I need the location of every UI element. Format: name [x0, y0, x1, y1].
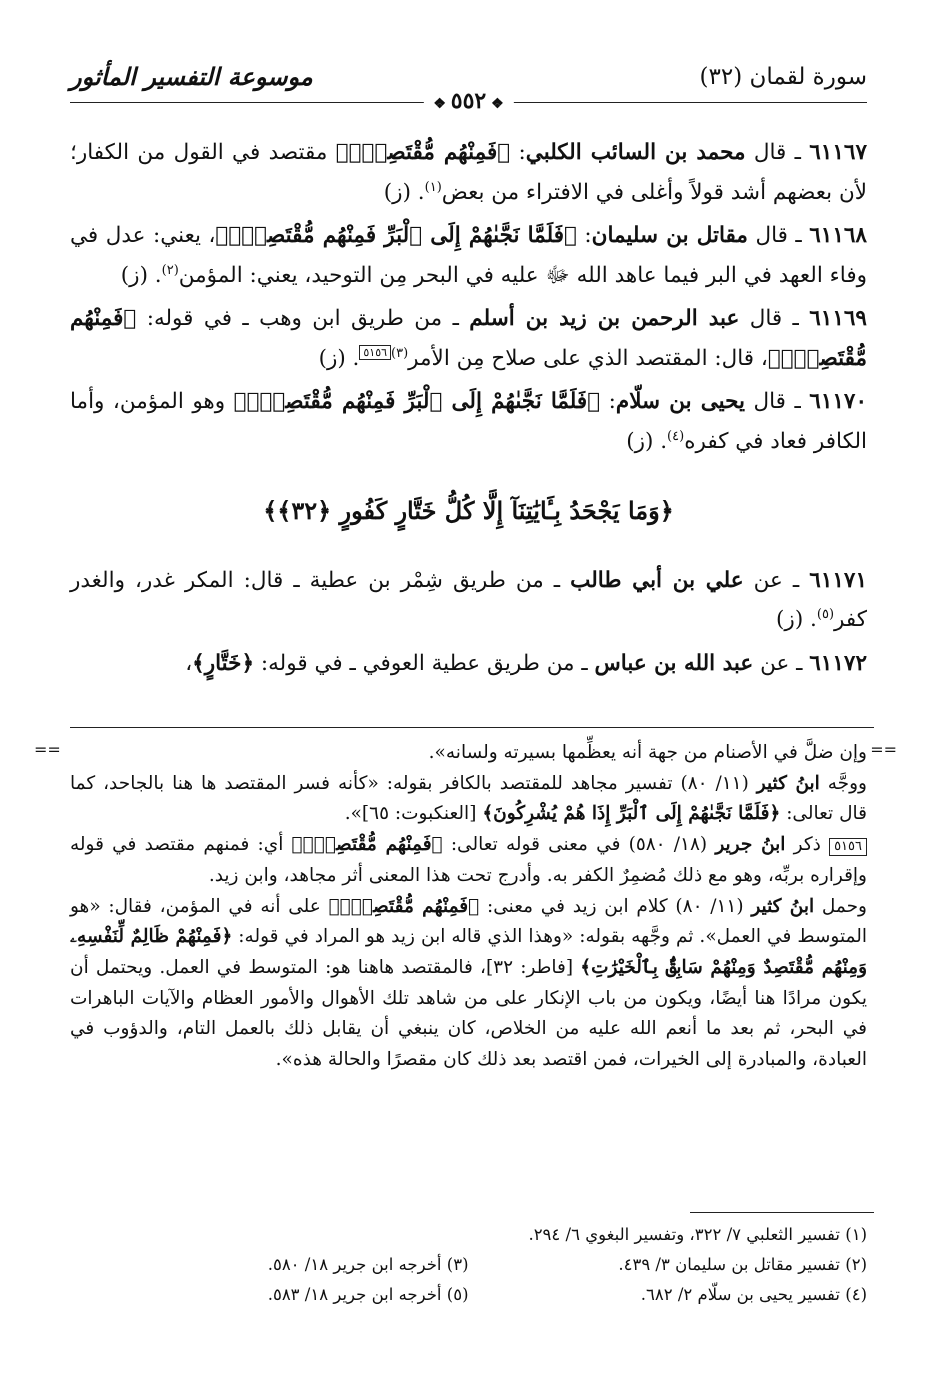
- text: . (ز): [626, 428, 668, 454]
- quran-quote: ﴿فَلَمَّا نَجَّىٰهُمْ إِلَى ٱلْبَرِّ فَمِنْهُم مُّقْتَصِدٌۚ﴾: [215, 223, 577, 248]
- footnote-4: (٤) تفسير يحيى بن سلّام ٢/ ٦٨٢.: [640, 1285, 867, 1304]
- quran-quote: ﴿فَمِنْهُم مُّقْتَصِدٌۚ﴾: [291, 834, 443, 856]
- text: ذكر: [785, 834, 830, 856]
- scholar-name: ابنُ كثير: [751, 895, 815, 917]
- footnote-ref: (٤): [667, 428, 685, 444]
- text: ووجَّه: [819, 772, 867, 794]
- text: [فاطر: ٣٢]، فالمقتصد هاهنا هو: المتوسط في العمل. ويحتمل أن يكون مرادًا هنا أيضًا، ويكون من باب الإنكار على من شاهد تلك الأهوال والأمور العظام والآيات الباهرات في البحر، ثم بعد ما أنعم الله عليه من الخلاص، كان ينبغي أن يقابل ذلك بالعمل التام، والدؤوب في العبادة، والمبادرة إلى الخيرات، فمن اقتصد بعد ذلك كان مقصرًا والحالة هذه».: [70, 956, 867, 1071]
- narrator-name: عبد الرحمن بن زيد بن أسلم: [469, 306, 740, 331]
- continuation-mark: ==: [34, 740, 61, 759]
- page-number: [423, 88, 513, 114]
- running-header: [70, 58, 867, 118]
- quran-quote: ﴿فَمِنْهُمْ ظَالِمٌ لِّنَفْسِهِۦ وَمِنْهُم مُّقْتَصِدٌ وَمِنْهُمْ سَابِقٌۢ بِٱلْخَيْرَٰتِ﴾: [70, 926, 867, 978]
- note-paragraph: [70, 830, 867, 891]
- text: وحمل: [814, 895, 867, 917]
- footnote-ref: (١): [424, 179, 442, 195]
- footnote-ref: (٥): [816, 606, 835, 622]
- text: ـ قال: [739, 306, 810, 331]
- footnote-3: (٣) أخرجه ابن جرير ١٨/ ٥٨٠.: [267, 1255, 469, 1274]
- verse-heading: ﴿وَمَا يَجْحَدُ بِـَٔايَٰتِنَآ إِلَّا كُلُّ خَتَّارٍ كَفُورٍ ﴿٣٢﴾﴾: [263, 496, 674, 525]
- entry-number: ٦١١٦٧: [809, 140, 867, 165]
- text: ـ عن: [743, 567, 810, 593]
- text: ـ قال: [745, 140, 810, 165]
- text: ، يعني: عدل في وفاء العهد في البر فيما عاهد الله ﷻ عليه في البحر مِن التوحيد، يعني: المؤمن: [70, 223, 867, 288]
- entry-61172: [70, 644, 867, 684]
- narrator-name: يحيى بن سلّام: [615, 389, 745, 414]
- text: ـ من طريق شِمْر بن عطية ـ قال: المكر غدر، والغدر كفر: [70, 567, 867, 632]
- surah-title: سورة لقمان (٣٢): [699, 64, 867, 90]
- narrator-name: محمد بن السائب الكلبي: [525, 140, 746, 165]
- entry-number: ٦١١٧٠: [809, 389, 868, 414]
- text: . (ز): [383, 179, 425, 205]
- entry-number: ٦١١٦٩: [809, 306, 867, 331]
- quran-quote: ﴿فَمِنْهُم مُّقْتَصِدٌۚ﴾: [335, 140, 511, 165]
- footnote-1: (١) تفسير الثعلبي ٧/ ٣٢٢، وتفسير البغوي ٦/ ٢٩٤.: [528, 1225, 867, 1244]
- text: . (ز): [776, 607, 817, 632]
- text: :: [600, 389, 616, 414]
- entry-number: ٦١١٧٢: [809, 650, 867, 676]
- scholar-name: ابنُ جرير: [715, 834, 786, 856]
- entry-61167: [70, 133, 867, 212]
- main-text: [70, 133, 867, 687]
- footnote-row: [70, 1280, 867, 1310]
- footnote-5: (٥) أخرجه ابن جرير ١٨/ ٥٨٣.: [267, 1285, 469, 1304]
- entry-61169: [70, 299, 867, 378]
- ornament-icon: ❖: [486, 96, 504, 112]
- quran-quote: ﴿فَلَمَّا نَجَّىٰهُمْ إِلَى ٱلْبَرِّ إِذَا هُمْ يُشْرِكُونَ﴾: [482, 803, 781, 825]
- entry-61168: [70, 216, 867, 295]
- narrator-name: مقاتل بن سليمان: [591, 223, 748, 248]
- text: (١٨/ ٥٨٠) في معنى قوله تعالى:: [442, 834, 716, 856]
- quran-quote: ﴿فَمِنْهُم مُّقْتَصِدٌۚ﴾: [328, 895, 480, 917]
- continuation-mark: ==: [870, 740, 897, 759]
- entry-number: ٦١١٧١: [809, 567, 868, 593]
- text: ـ من طريق ابن وهب ـ في قوله:: [136, 306, 470, 331]
- page-number-text: ٥٥٢: [450, 88, 487, 114]
- text: ـ عن: [753, 650, 810, 676]
- text: وهو المؤمن، وأما الكافر فعاد في كفره: [70, 389, 867, 454]
- book-title: موسوعة التفسير المأثور: [70, 62, 313, 91]
- text: ،: [185, 650, 193, 676]
- text: (١١/ ٨٠) تفسير مجاهد للمقتصد بالكافر بقوله: «كأنه فسر المقتصد ها هنا بالجاحد، كما قال تعالى:: [70, 772, 867, 825]
- text: ـ من طريق عطية العوفي ـ في قوله:: [254, 650, 595, 676]
- entry-61171: [70, 561, 867, 640]
- footnote-row: [70, 1250, 867, 1280]
- text: ـ قال: [747, 223, 810, 248]
- text: :: [510, 140, 526, 165]
- footnote-ref: (٢): [161, 262, 179, 278]
- quran-quote: ﴿فَمِنْهُم مُّقْتَصِدٌۚ﴾: [70, 306, 867, 371]
- text: أي: فمنهم مقتصد في قوله وإقراره بربِّه، وهو مع ذلك مُضمِرٌ الكفر به. وأدرج تحت هذا المعنى أثر مجاهد، وابن زيد.: [70, 834, 867, 886]
- footnote-ref: (٣): [391, 345, 409, 361]
- footnote-separator: [690, 1212, 874, 1213]
- footnotes: [70, 1220, 867, 1310]
- text: مقتصد في القول من الكفار؛ لأن بعضهم أشد قولاً وأغلى في الافتراء من بعض: [70, 140, 867, 205]
- footnote-2: (٢) تفسير مقاتل بن سليمان ٣/ ٤٣٩.: [618, 1255, 867, 1274]
- text: [العنكبوت: ٦٥]».: [344, 803, 483, 825]
- text: ـ قال: [745, 389, 810, 414]
- note-paragraph: [70, 892, 867, 1076]
- commentary-ref-box: ٥١٥٦: [359, 345, 391, 360]
- commentary-notes: [70, 738, 867, 1076]
- ornament-icon: ❖: [433, 96, 451, 112]
- text: . (ز): [120, 262, 162, 288]
- note-paragraph: [70, 769, 867, 830]
- narrator-name: علي بن أبي طالب: [570, 567, 744, 593]
- text: (١١/ ٨٠) كلام ابن زيد في معنى:: [479, 895, 752, 917]
- entry-61170: [70, 382, 867, 461]
- commentary-ref-box: ٥١٥٦: [829, 838, 867, 856]
- scholar-name: ابنُ كثير: [756, 772, 820, 794]
- text: . (ز): [318, 345, 360, 371]
- entry-number: ٦١١٦٨: [809, 223, 867, 248]
- narrator-name: عبد الله بن عباس: [594, 650, 754, 676]
- text: على أنه في المؤمن، فقال: «هو المتوسط في العمل». ثم وجَّهه بقوله: «وهذا الذي قاله ابن زيد هو المراد في قوله:: [70, 895, 867, 948]
- quran-quote: ﴿فَلَمَّا نَجَّىٰهُمْ إِلَى ٱلْبَرِّ فَمِنْهُم مُّقْتَصِدٌۚ﴾: [233, 389, 601, 414]
- note-paragraph: وإن ضلَّ في الأصنام من جهة أنه يعظِّمها بسيرته ولسانه».: [428, 742, 867, 763]
- notes-separator: [70, 727, 874, 728]
- quran-quote: ﴿خَتَّارٍ﴾: [192, 650, 255, 676]
- text: ، قال: المقتصد الذي على صلاح مِن الأمر: [408, 345, 768, 371]
- text: :: [576, 223, 592, 248]
